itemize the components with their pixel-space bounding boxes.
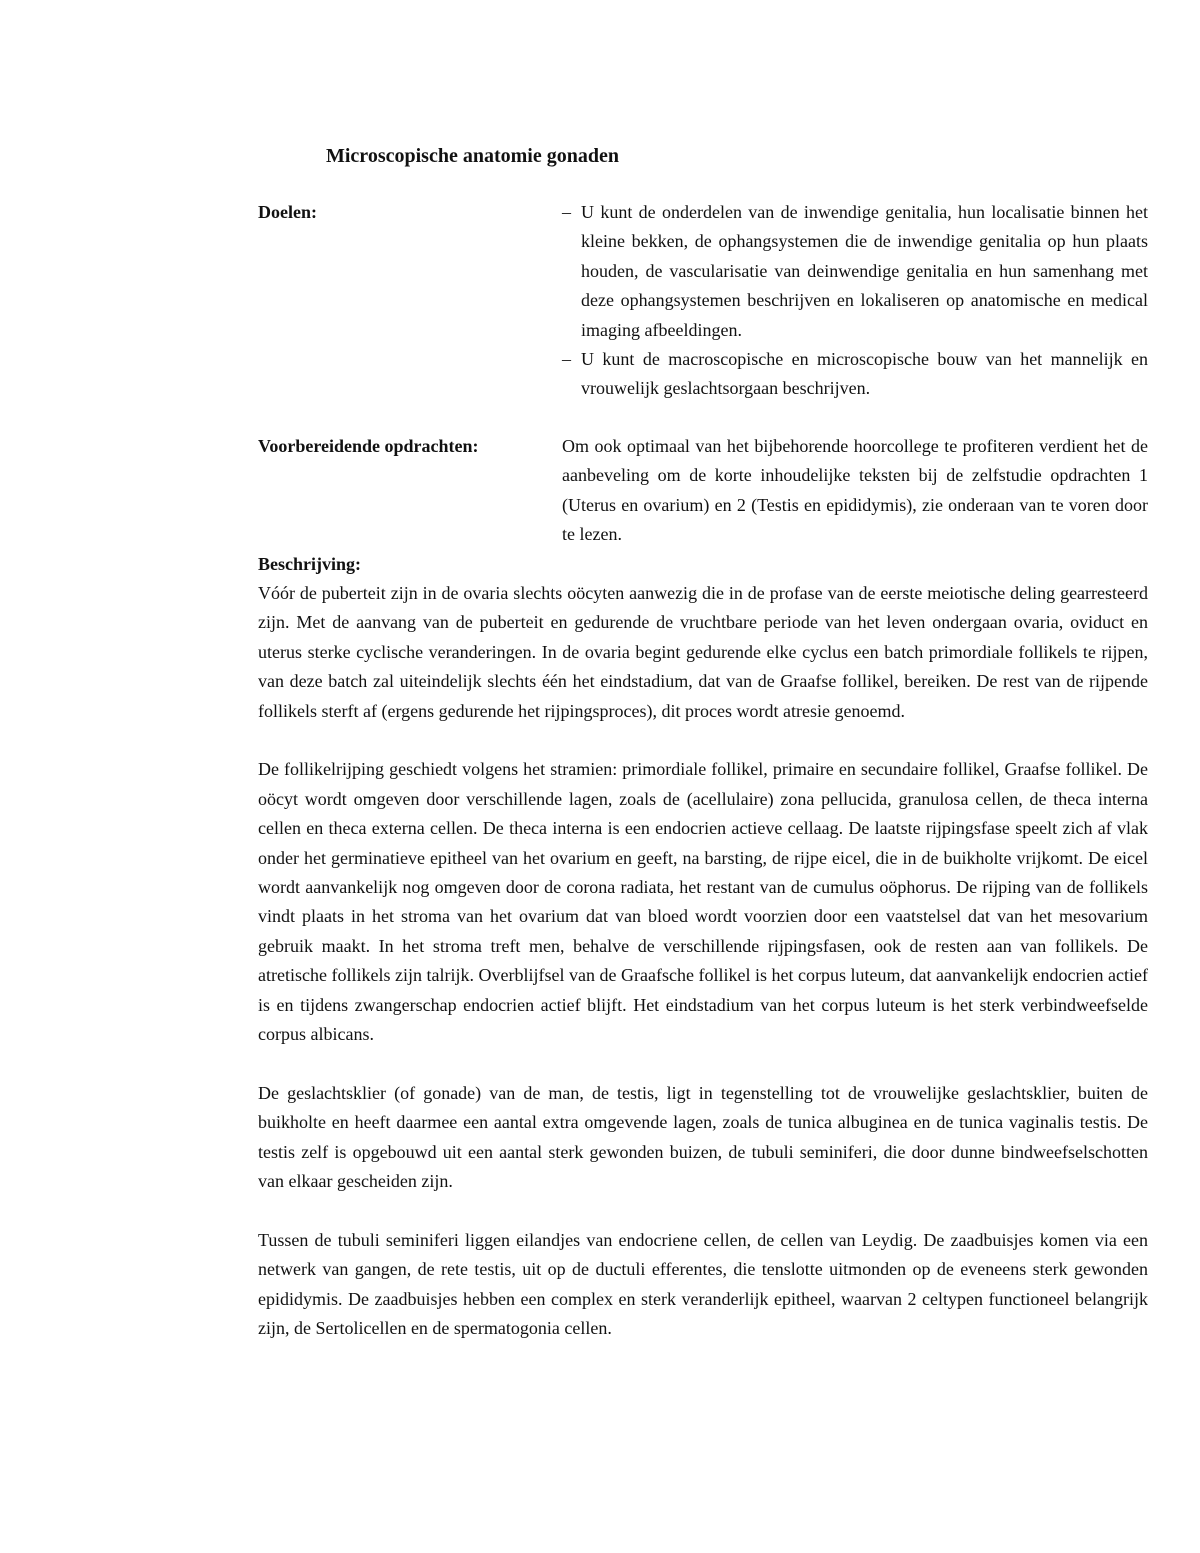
- goals-label: Doelen:: [258, 202, 317, 222]
- paragraph: De follikelrijping geschiedt volgens het stramien: primordiale follikel, primaire en secundaire follikel, Graafse follikel. De oöcyt wordt omgeven door verschillende lagen, zoals de (acellulaire) zona pellucida, granulosa cellen, de theca interna cellen en theca externa cellen. De theca interna is een endocrien actieve cellaag. De laatste rijpingsfase speelt zich af vlak onder het germinatieve epitheel van het ovarium en geeft, na barsting, de rijpe eicel, die in de buikholte vrijkomt. De eicel wordt aanvankelijk nog omgeven door de corona radiata, het restant van de cumulus oöphorus. De rijping van de follikels vindt plaats in het stroma van het ovarium dat van bloed wordt voorzien door een vaatstelsel dat van het mesovarium gebruik maakt. In het stroma treft men, behalve de verschillende rijpingsfasen, ook de resten aan van follikels. De atretische follikels zijn talrijk. Overblijfsel van de Graafsche follikel is het corpus luteum, dat aanvankelijk endocrien actief is en tijdens zwangerschap endocrien actief blijft. Het eindstadium van het corpus luteum is het sterk verbindweefselde corpus albicans.: [258, 759, 1148, 1045]
- goal-text: U kunt de macroscopische en microscopische bouw van het mannelijk en vrouwelijk geslachtsorgaan beschrijven.: [581, 349, 1148, 399]
- page-title: Microscopische anatomie gonaden: [326, 145, 619, 167]
- dash-bullet: –: [562, 202, 571, 222]
- paragraph: Tussen de tubuli seminiferi liggen eilandjes van endocriene cellen, de cellen van Leydig. De zaadbuisjes komen via een netwerk van gangen, de rete testis, uit op de ductuli efferentes, die tenslotte uitmonden op de eveneens sterk gewonden epididymis. De zaadbuisjes hebben een complex en sterk veranderlijk epitheel, waarvan 2 celtypen functioneel belangrijk zijn, de Sertolicellen en de spermatogonia cellen.: [258, 1229, 1148, 1339]
- goal-item: [562, 198, 1148, 345]
- goals-list: [562, 198, 1148, 404]
- dash-bullet: –: [562, 349, 571, 370]
- description-label: Beschrijving:: [258, 554, 361, 574]
- paragraph: De geslachtsklier (of gonade) van de man, de testis, ligt in tegenstelling tot de vrouwelijke geslachtsklier, buiten de buikholte en heeft daarmee een aantal extra omgevende lagen, zoals de tunica albuginea en de tunica vaginalis testis. De testis zelf is opgebouwd uit een aantal sterk gewonden buizen, de tubuli seminiferi, die door dunne bindweefselschotten van elkaar gescheiden zijn.: [258, 1082, 1148, 1192]
- goal-item: [562, 345, 1148, 404]
- preparation-text: Om ook optimaal van het bijbehorende hoorcollege te profiteren verdient het de aanbeveling om de korte inhoudelijke teksten bij de zelfstudie opdrachten 1 (Uterus en ovarium) en 2 (Testis en epididymis), zie onderaan van te voren door te lezen.: [562, 436, 1148, 545]
- description-body: [258, 579, 1148, 1373]
- goal-text: U kunt de onderdelen van de inwendige genitalia, hun localisatie binnen het kleine bekken, de ophangsystemen die de inwendige genitalia op hun plaats houden, de vascularisatie van deinwendige genitalia en hun samenhang met deze ophangsystemen beschrijven en lokaliseren op anatomische en medical imaging afbeeldingen.: [581, 202, 1148, 340]
- preparation-label: Voorbereidende opdrachten:: [258, 436, 479, 456]
- paragraph: Vóór de puberteit zijn in de ovaria slechts oöcyten aanwezig die in de profase van de eerste meiotische deling gearresteerd zijn. Met de aanvang van de puberteit en gedurende de vruchtbare periode van het leven ondergaan ovaria, oviduct en uterus sterke cyclische veranderingen. In de ovaria begint gedurende elke cyclus een batch primordiale follikels te rijpen, van deze batch zal uiteindelijk slechts één het eindstadium, dat van de Graafse follikel, bereiken. De rest van de rijpende follikels sterft af (ergens gedurende het rijpingsproces), dit proces wordt atresie genoemd.: [258, 583, 1148, 721]
